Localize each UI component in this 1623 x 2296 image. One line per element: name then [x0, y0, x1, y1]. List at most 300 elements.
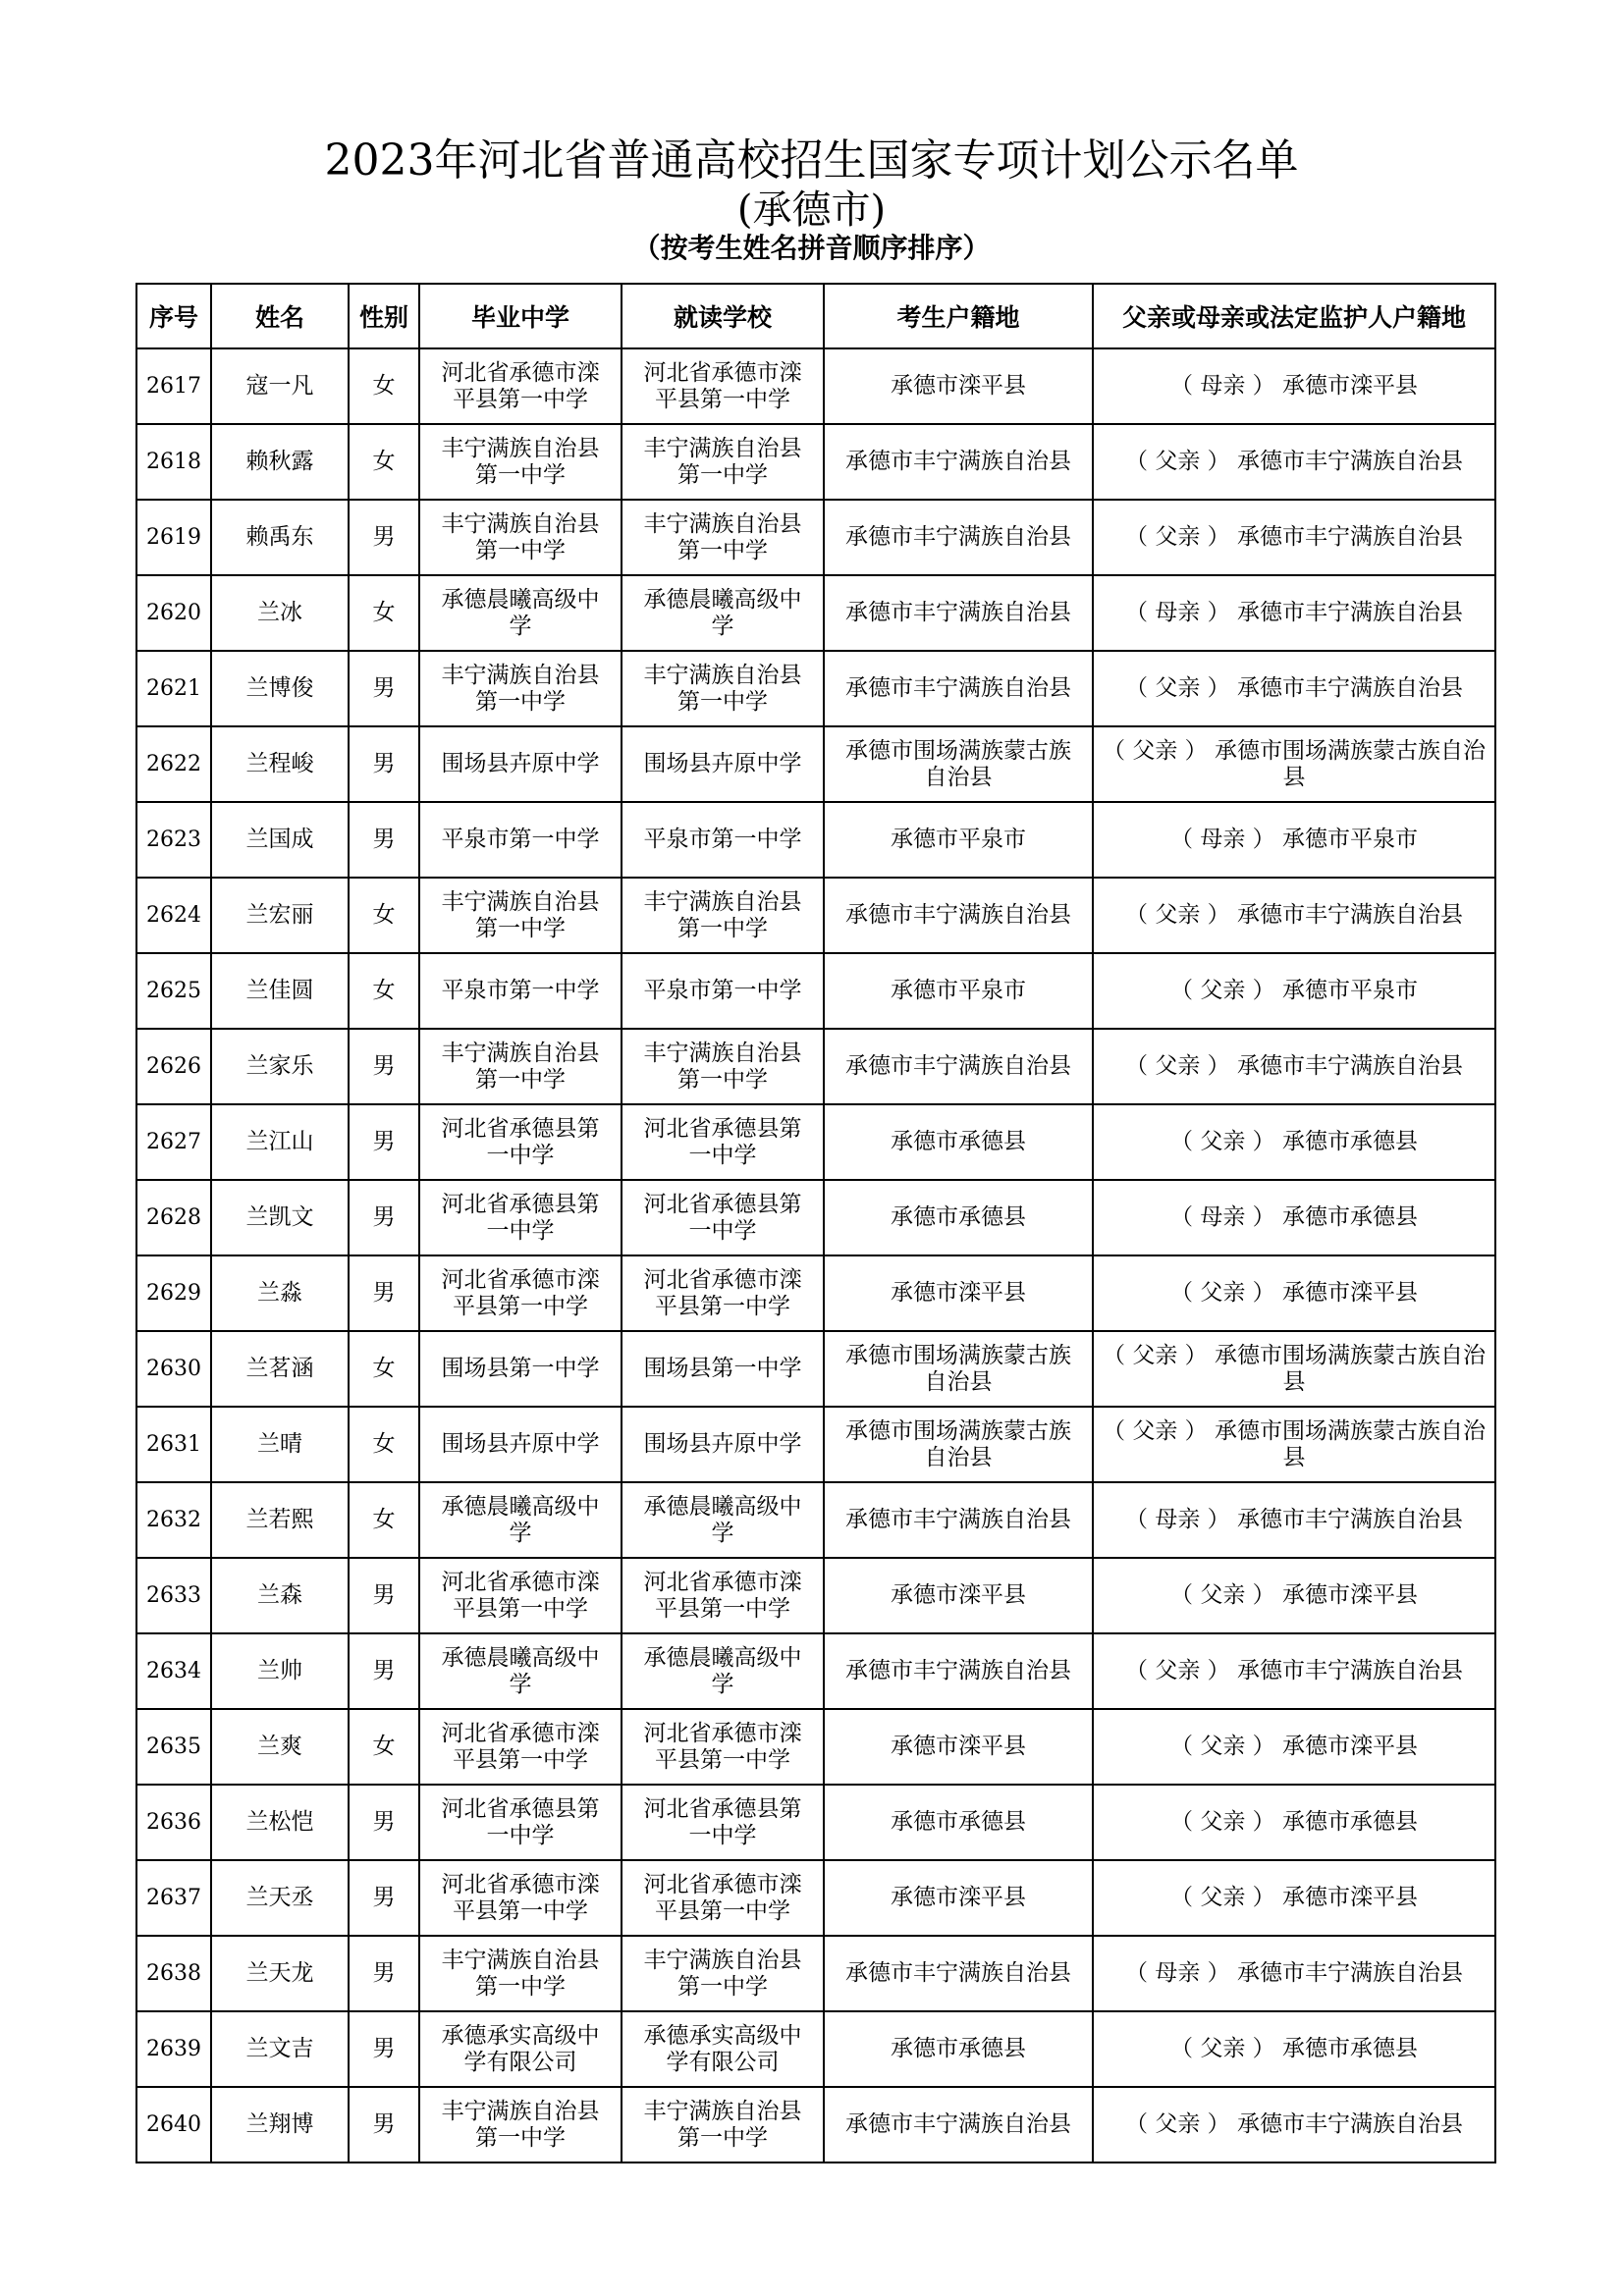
cell-name	[211, 1860, 349, 1936]
cell-gender	[349, 651, 419, 726]
cell-grad-school-text: 围场县第一中学	[441, 1356, 600, 1381]
cell-residence-text: 承德市滦平县	[891, 1734, 1026, 1759]
cell-seq	[136, 1104, 211, 1180]
cell-guardian-residence	[1093, 1709, 1495, 1785]
cell-gender-text: 女	[372, 1356, 396, 1381]
cell-seq-text: 2618	[146, 450, 201, 474]
cell-gender-text: 男	[372, 1809, 396, 1835]
cell-name	[211, 1331, 349, 1407]
cell-study-school	[622, 500, 824, 575]
cell-guardian-residence	[1093, 1558, 1495, 1633]
cell-guardian-residence-text: （ 父亲 ） 承德市滦平县	[1170, 1885, 1418, 1910]
cell-seq	[136, 802, 211, 878]
cell-seq	[136, 1785, 211, 1860]
cell-residence-text: 承德市承德县	[891, 1129, 1026, 1154]
cell-guardian-residence-text: （ 母亲 ） 承德市平泉市	[1170, 827, 1418, 852]
cell-seq	[136, 878, 211, 953]
cell-grad-school	[419, 1407, 622, 1482]
cell-study-school-text: 承德晨曦高级中学	[643, 1644, 802, 1697]
cell-guardian-residence-text: （ 父亲 ） 承德市丰宁满族自治县	[1125, 524, 1463, 550]
cell-gender-text: 女	[372, 978, 396, 1003]
cell-seq-text: 2622	[146, 752, 201, 776]
cell-grad-school-text: 河北省承德县第一中学	[441, 1115, 600, 1168]
table-row	[136, 1558, 1495, 1633]
cell-residence-text: 承德市围场满族蒙古族自治县	[845, 737, 1071, 790]
table-row	[136, 953, 1495, 1029]
cell-grad-school	[419, 1785, 622, 1860]
table-row	[136, 1180, 1495, 1255]
cell-gender-text: 男	[372, 1204, 396, 1230]
cell-residence-text: 承德市丰宁满族自治县	[845, 2111, 1071, 2137]
cell-guardian-residence	[1093, 1407, 1495, 1482]
cell-study-school-text: 围场县卉原中学	[643, 1431, 802, 1457]
cell-seq-text: 2634	[146, 1659, 201, 1683]
cell-seq	[136, 424, 211, 500]
cell-seq-text: 2630	[146, 1357, 201, 1381]
cell-seq	[136, 1331, 211, 1407]
cell-study-school	[622, 575, 824, 651]
cell-name	[211, 1104, 349, 1180]
cell-residence	[824, 878, 1093, 953]
cell-study-school	[622, 1633, 824, 1709]
cell-grad-school	[419, 2087, 622, 2163]
cell-guardian-residence-text: （ 父亲 ） 承德市承德县	[1170, 2036, 1418, 2061]
cell-gender	[349, 878, 419, 953]
column-header-study-school: 就读学校	[622, 284, 824, 348]
cell-grad-school	[419, 348, 622, 424]
cell-residence	[824, 500, 1093, 575]
cell-residence-text: 承德市围场满族蒙古族自治县	[845, 1342, 1071, 1395]
cell-seq-text: 2629	[146, 1281, 201, 1306]
cell-grad-school	[419, 1029, 622, 1104]
cell-residence	[824, 1104, 1093, 1180]
cell-study-school-text: 承德承实高级中学有限公司	[643, 2022, 802, 2075]
column-header-residence: 考生户籍地	[824, 284, 1093, 348]
cell-seq	[136, 1029, 211, 1104]
cell-gender-text: 男	[372, 524, 396, 550]
cell-residence	[824, 953, 1093, 1029]
cell-name-text: 兰文吉	[245, 2036, 314, 2061]
table-row	[136, 802, 1495, 878]
cell-seq	[136, 575, 211, 651]
cell-residence	[824, 1331, 1093, 1407]
cell-grad-school	[419, 726, 622, 802]
cell-name	[211, 424, 349, 500]
cell-seq-text: 2625	[146, 979, 201, 1003]
cell-name	[211, 348, 349, 424]
cell-name-text: 赖禹东	[245, 524, 314, 550]
cell-name	[211, 1936, 349, 2011]
cell-name-text: 兰佳圆	[245, 978, 314, 1003]
cell-gender	[349, 1785, 419, 1860]
cell-guardian-residence	[1093, 424, 1495, 500]
cell-guardian-residence-text: （ 母亲 ） 承德市丰宁满族自治县	[1125, 1960, 1463, 1986]
cell-name	[211, 1709, 349, 1785]
cell-study-school-text: 河北省承德市滦平县第一中学	[643, 1871, 802, 1924]
cell-seq	[136, 1860, 211, 1936]
cell-residence	[824, 1709, 1093, 1785]
cell-gender	[349, 1255, 419, 1331]
cell-study-school	[622, 2087, 824, 2163]
cell-residence-text: 承德市滦平县	[891, 1885, 1026, 1910]
cell-grad-school	[419, 1936, 622, 2011]
document-title: 2023年河北省普通高校招生国家专项计划公示名单	[324, 135, 1299, 186]
roster-table	[135, 283, 1496, 2163]
cell-seq	[136, 726, 211, 802]
cell-gender	[349, 953, 419, 1029]
cell-grad-school	[419, 500, 622, 575]
cell-name	[211, 575, 349, 651]
cell-guardian-residence-text: （ 父亲 ） 承德市平泉市	[1170, 978, 1418, 1003]
cell-name-text: 兰翔博	[245, 2111, 314, 2137]
cell-residence-text: 承德市承德县	[891, 1204, 1026, 1230]
table-row	[136, 2011, 1495, 2087]
table-row	[136, 424, 1495, 500]
cell-gender	[349, 1936, 419, 2011]
cell-gender-text: 男	[372, 1129, 396, 1154]
cell-grad-school-text: 平泉市第一中学	[441, 978, 600, 1003]
table-row	[136, 1407, 1495, 1482]
cell-guardian-residence	[1093, 651, 1495, 726]
cell-study-school	[622, 1104, 824, 1180]
cell-grad-school-text: 丰宁满族自治县第一中学	[441, 1947, 600, 2000]
cell-grad-school-text: 丰宁满族自治县第一中学	[441, 435, 600, 488]
cell-name-text: 兰程峻	[245, 751, 314, 776]
cell-residence	[824, 424, 1093, 500]
cell-guardian-residence	[1093, 1029, 1495, 1104]
cell-gender-text: 男	[372, 827, 396, 852]
cell-residence	[824, 575, 1093, 651]
table-body	[136, 348, 1495, 2163]
cell-gender	[349, 1482, 419, 1558]
cell-study-school	[622, 651, 824, 726]
cell-name-text: 兰天龙	[245, 1960, 314, 1986]
cell-gender	[349, 1407, 419, 1482]
cell-study-school-text: 河北省承德市滦平县第一中学	[643, 1569, 802, 1622]
cell-grad-school-text: 丰宁满族自治县第一中学	[441, 888, 600, 941]
cell-guardian-residence	[1093, 1104, 1495, 1180]
cell-name-text: 赖秋露	[245, 449, 314, 474]
cell-residence-text: 承德市滦平县	[891, 373, 1026, 399]
table-row	[136, 1255, 1495, 1331]
cell-residence-text: 承德市平泉市	[891, 978, 1026, 1003]
cell-guardian-residence-text: （ 父亲 ） 承德市滦平县	[1170, 1582, 1418, 1608]
cell-guardian-residence	[1093, 1255, 1495, 1331]
table-row	[136, 1785, 1495, 1860]
cell-study-school-text: 丰宁满族自治县第一中学	[643, 435, 802, 488]
cell-seq	[136, 500, 211, 575]
column-header-gender: 性别	[349, 284, 419, 348]
cell-guardian-residence	[1093, 1860, 1495, 1936]
cell-name-text: 兰松恺	[245, 1809, 314, 1835]
cell-gender	[349, 726, 419, 802]
cell-gender-text: 女	[372, 1507, 396, 1532]
cell-study-school-text: 平泉市第一中学	[643, 978, 802, 1003]
cell-grad-school-text: 河北省承德市滦平县第一中学	[441, 1569, 600, 1622]
cell-name-text: 兰茗涵	[245, 1356, 314, 1381]
cell-guardian-residence-text: （ 父亲 ） 承德市承德县	[1170, 1129, 1418, 1154]
cell-study-school-text: 河北省承德市滦平县第一中学	[643, 359, 802, 412]
cell-name-text: 寇一凡	[245, 373, 314, 399]
cell-name	[211, 726, 349, 802]
cell-seq	[136, 1255, 211, 1331]
cell-study-school	[622, 1709, 824, 1785]
cell-study-school	[622, 802, 824, 878]
cell-guardian-residence	[1093, 2087, 1495, 2163]
cell-name	[211, 2087, 349, 2163]
cell-seq	[136, 1482, 211, 1558]
cell-name-text: 兰晴	[257, 1431, 302, 1457]
column-header-seq: 序号	[136, 284, 211, 348]
cell-gender-text: 男	[372, 1885, 396, 1910]
cell-seq	[136, 1558, 211, 1633]
cell-residence	[824, 1180, 1093, 1255]
cell-seq-text: 2638	[146, 1961, 201, 1986]
cell-seq-text: 2628	[146, 1205, 201, 1230]
cell-grad-school	[419, 1331, 622, 1407]
cell-seq-text: 2632	[146, 1508, 201, 1532]
cell-guardian-residence	[1093, 802, 1495, 878]
cell-grad-school	[419, 1558, 622, 1633]
cell-name-text: 兰家乐	[245, 1053, 314, 1079]
cell-name-text: 兰若熙	[245, 1507, 314, 1532]
cell-gender	[349, 1180, 419, 1255]
cell-guardian-residence-text: （ 父亲 ） 承德市丰宁满族自治县	[1125, 675, 1463, 701]
table-row	[136, 1860, 1495, 1936]
table-row	[136, 1104, 1495, 1180]
cell-guardian-residence	[1093, 500, 1495, 575]
cell-study-school-text: 平泉市第一中学	[643, 827, 802, 852]
cell-seq	[136, 2011, 211, 2087]
cell-gender	[349, 1860, 419, 1936]
table-row	[136, 500, 1495, 575]
cell-name-text: 兰爽	[257, 1734, 302, 1759]
cell-guardian-residence-text: （ 父亲 ） 承德市丰宁满族自治县	[1125, 1053, 1463, 1079]
cell-study-school-text: 丰宁满族自治县第一中学	[643, 662, 802, 715]
cell-guardian-residence	[1093, 1331, 1495, 1407]
cell-study-school	[622, 1558, 824, 1633]
cell-name	[211, 500, 349, 575]
cell-study-school-text: 围场县卉原中学	[643, 751, 802, 776]
cell-study-school-text: 丰宁满族自治县第一中学	[643, 1040, 802, 1093]
cell-gender-text: 男	[372, 1658, 396, 1683]
cell-name	[211, 1558, 349, 1633]
cell-gender-text: 男	[372, 2036, 396, 2061]
cell-gender	[349, 2011, 419, 2087]
cell-seq-text: 2620	[146, 601, 201, 625]
cell-seq	[136, 651, 211, 726]
cell-gender	[349, 348, 419, 424]
cell-grad-school	[419, 953, 622, 1029]
cell-seq-text: 2635	[146, 1735, 201, 1759]
cell-gender-text: 男	[372, 1053, 396, 1079]
cell-grad-school	[419, 575, 622, 651]
cell-seq-text: 2623	[146, 828, 201, 852]
table-row	[136, 726, 1495, 802]
cell-residence-text: 承德市丰宁满族自治县	[845, 1658, 1071, 1683]
cell-name	[211, 1482, 349, 1558]
cell-residence	[824, 1255, 1093, 1331]
column-header-name: 姓名	[211, 284, 349, 348]
cell-residence	[824, 651, 1093, 726]
cell-name	[211, 1785, 349, 1860]
cell-gender-text: 女	[372, 373, 396, 399]
cell-grad-school-text: 丰宁满族自治县第一中学	[441, 662, 600, 715]
cell-residence	[824, 2011, 1093, 2087]
cell-study-school	[622, 878, 824, 953]
cell-name-text: 兰宏丽	[245, 902, 314, 928]
cell-seq-text: 2621	[146, 676, 201, 701]
cell-guardian-residence-text: （ 父亲 ） 承德市围场满族蒙古族自治县	[1103, 1417, 1486, 1470]
cell-residence-text: 承德市丰宁满族自治县	[845, 449, 1071, 474]
cell-grad-school-text: 河北省承德县第一中学	[441, 1795, 600, 1848]
cell-residence-text: 承德市丰宁满族自治县	[845, 1960, 1071, 1986]
cell-grad-school-text: 围场县卉原中学	[441, 751, 600, 776]
cell-seq-text: 2631	[146, 1432, 201, 1457]
cell-gender-text: 男	[372, 2111, 396, 2137]
cell-seq-text: 2640	[146, 2112, 201, 2137]
cell-grad-school	[419, 878, 622, 953]
cell-residence-text: 承德市平泉市	[891, 827, 1026, 852]
table-row	[136, 1633, 1495, 1709]
cell-residence	[824, 2087, 1093, 2163]
cell-grad-school-text: 承德晨曦高级中学	[441, 586, 600, 639]
table-row	[136, 348, 1495, 424]
cell-residence	[824, 1407, 1093, 1482]
cell-seq	[136, 1180, 211, 1255]
cell-grad-school-text: 平泉市第一中学	[441, 827, 600, 852]
cell-name-text: 兰天丞	[245, 1885, 314, 1910]
cell-guardian-residence-text: （ 父亲 ） 承德市围场满族蒙古族自治县	[1103, 737, 1486, 790]
cell-gender	[349, 1709, 419, 1785]
cell-residence-text: 承德市丰宁满族自治县	[845, 1507, 1071, 1532]
cell-guardian-residence	[1093, 1785, 1495, 1860]
table-row	[136, 1029, 1495, 1104]
cell-guardian-residence-text: （ 父亲 ） 承德市丰宁满族自治县	[1125, 2111, 1463, 2137]
cell-grad-school	[419, 1180, 622, 1255]
cell-seq	[136, 953, 211, 1029]
cell-study-school	[622, 1180, 824, 1255]
column-header-guardian-residence: 父亲或母亲或法定监护人户籍地	[1093, 284, 1495, 348]
cell-name	[211, 953, 349, 1029]
cell-study-school	[622, 1482, 824, 1558]
cell-grad-school-text: 河北省承德市滦平县第一中学	[441, 1720, 600, 1773]
cell-residence-text: 承德市滦平县	[891, 1582, 1026, 1608]
cell-grad-school	[419, 802, 622, 878]
cell-grad-school	[419, 1255, 622, 1331]
cell-study-school	[622, 953, 824, 1029]
cell-gender	[349, 1029, 419, 1104]
cell-seq-text: 2637	[146, 1886, 201, 1910]
cell-guardian-residence-text: （ 父亲 ） 承德市围场满族蒙古族自治县	[1103, 1342, 1486, 1395]
cell-name	[211, 1633, 349, 1709]
cell-residence-text: 承德市丰宁满族自治县	[845, 902, 1071, 928]
cell-study-school-text: 河北省承德市滦平县第一中学	[643, 1720, 802, 1773]
cell-gender-text: 男	[372, 1582, 396, 1608]
cell-grad-school-text: 河北省承德市滦平县第一中学	[441, 1266, 600, 1319]
cell-guardian-residence-text: （ 母亲 ） 承德市滦平县	[1170, 373, 1418, 399]
cell-study-school	[622, 726, 824, 802]
cell-name	[211, 651, 349, 726]
cell-study-school	[622, 424, 824, 500]
cell-study-school-text: 丰宁满族自治县第一中学	[643, 510, 802, 563]
cell-seq-text: 2639	[146, 2037, 201, 2061]
cell-residence	[824, 802, 1093, 878]
cell-name-text: 兰帅	[257, 1658, 302, 1683]
cell-study-school	[622, 1785, 824, 1860]
document-subtitle: (承德市)	[736, 187, 887, 233]
cell-study-school	[622, 1255, 824, 1331]
cell-study-school-text: 丰宁满族自治县第一中学	[643, 1947, 802, 2000]
cell-residence-text: 承德市承德县	[891, 2036, 1026, 2061]
cell-guardian-residence	[1093, 575, 1495, 651]
cell-seq	[136, 1936, 211, 2011]
cell-study-school-text: 围场县第一中学	[643, 1356, 802, 1381]
cell-study-school-text: 承德晨曦高级中学	[643, 1493, 802, 1546]
cell-name	[211, 1180, 349, 1255]
cell-guardian-residence-text: （ 父亲 ） 承德市滦平县	[1170, 1280, 1418, 1306]
cell-gender-text: 女	[372, 902, 396, 928]
cell-seq-text: 2633	[146, 1583, 201, 1608]
cell-name-text: 兰冰	[257, 600, 302, 625]
cell-grad-school-text: 承德承实高级中学有限公司	[441, 2022, 600, 2075]
cell-study-school	[622, 1936, 824, 2011]
cell-grad-school	[419, 2011, 622, 2087]
cell-gender-text: 女	[372, 600, 396, 625]
cell-guardian-residence-text: （ 母亲 ） 承德市丰宁满族自治县	[1125, 1507, 1463, 1532]
cell-seq-text: 2636	[146, 1810, 201, 1835]
cell-gender	[349, 1331, 419, 1407]
cell-residence	[824, 1785, 1093, 1860]
cell-study-school-text: 河北省承德县第一中学	[643, 1115, 802, 1168]
cell-seq	[136, 348, 211, 424]
cell-guardian-residence	[1093, 348, 1495, 424]
cell-gender-text: 男	[372, 751, 396, 776]
cell-residence-text: 承德市丰宁满族自治县	[845, 600, 1071, 625]
cell-seq-text: 2626	[146, 1054, 201, 1079]
cell-study-school	[622, 1407, 824, 1482]
table-row	[136, 878, 1495, 953]
cell-study-school-text: 河北省承德市滦平县第一中学	[643, 1266, 802, 1319]
cell-name	[211, 1029, 349, 1104]
cell-grad-school	[419, 1860, 622, 1936]
cell-name-text: 兰国成	[245, 827, 314, 852]
cell-gender	[349, 2087, 419, 2163]
cell-grad-school	[419, 1482, 622, 1558]
cell-gender-text: 女	[372, 1734, 396, 1759]
cell-guardian-residence	[1093, 878, 1495, 953]
cell-residence	[824, 1936, 1093, 2011]
cell-name-text: 兰森	[257, 1582, 302, 1608]
cell-name	[211, 878, 349, 953]
cell-residence-text: 承德市丰宁满族自治县	[845, 1053, 1071, 1079]
cell-name-text: 兰博俊	[245, 675, 314, 701]
table-row	[136, 651, 1495, 726]
cell-residence	[824, 348, 1093, 424]
cell-seq-text: 2627	[146, 1130, 201, 1154]
cell-guardian-residence-text: （ 母亲 ） 承德市承德县	[1170, 1204, 1418, 1230]
table-row	[136, 1709, 1495, 1785]
cell-study-school	[622, 1029, 824, 1104]
cell-name	[211, 802, 349, 878]
cell-gender	[349, 1633, 419, 1709]
cell-guardian-residence-text: （ 父亲 ） 承德市承德县	[1170, 1809, 1418, 1835]
cell-study-school	[622, 2011, 824, 2087]
table-row	[136, 1482, 1495, 1558]
cell-grad-school	[419, 1633, 622, 1709]
cell-name	[211, 1407, 349, 1482]
cell-residence	[824, 1633, 1093, 1709]
